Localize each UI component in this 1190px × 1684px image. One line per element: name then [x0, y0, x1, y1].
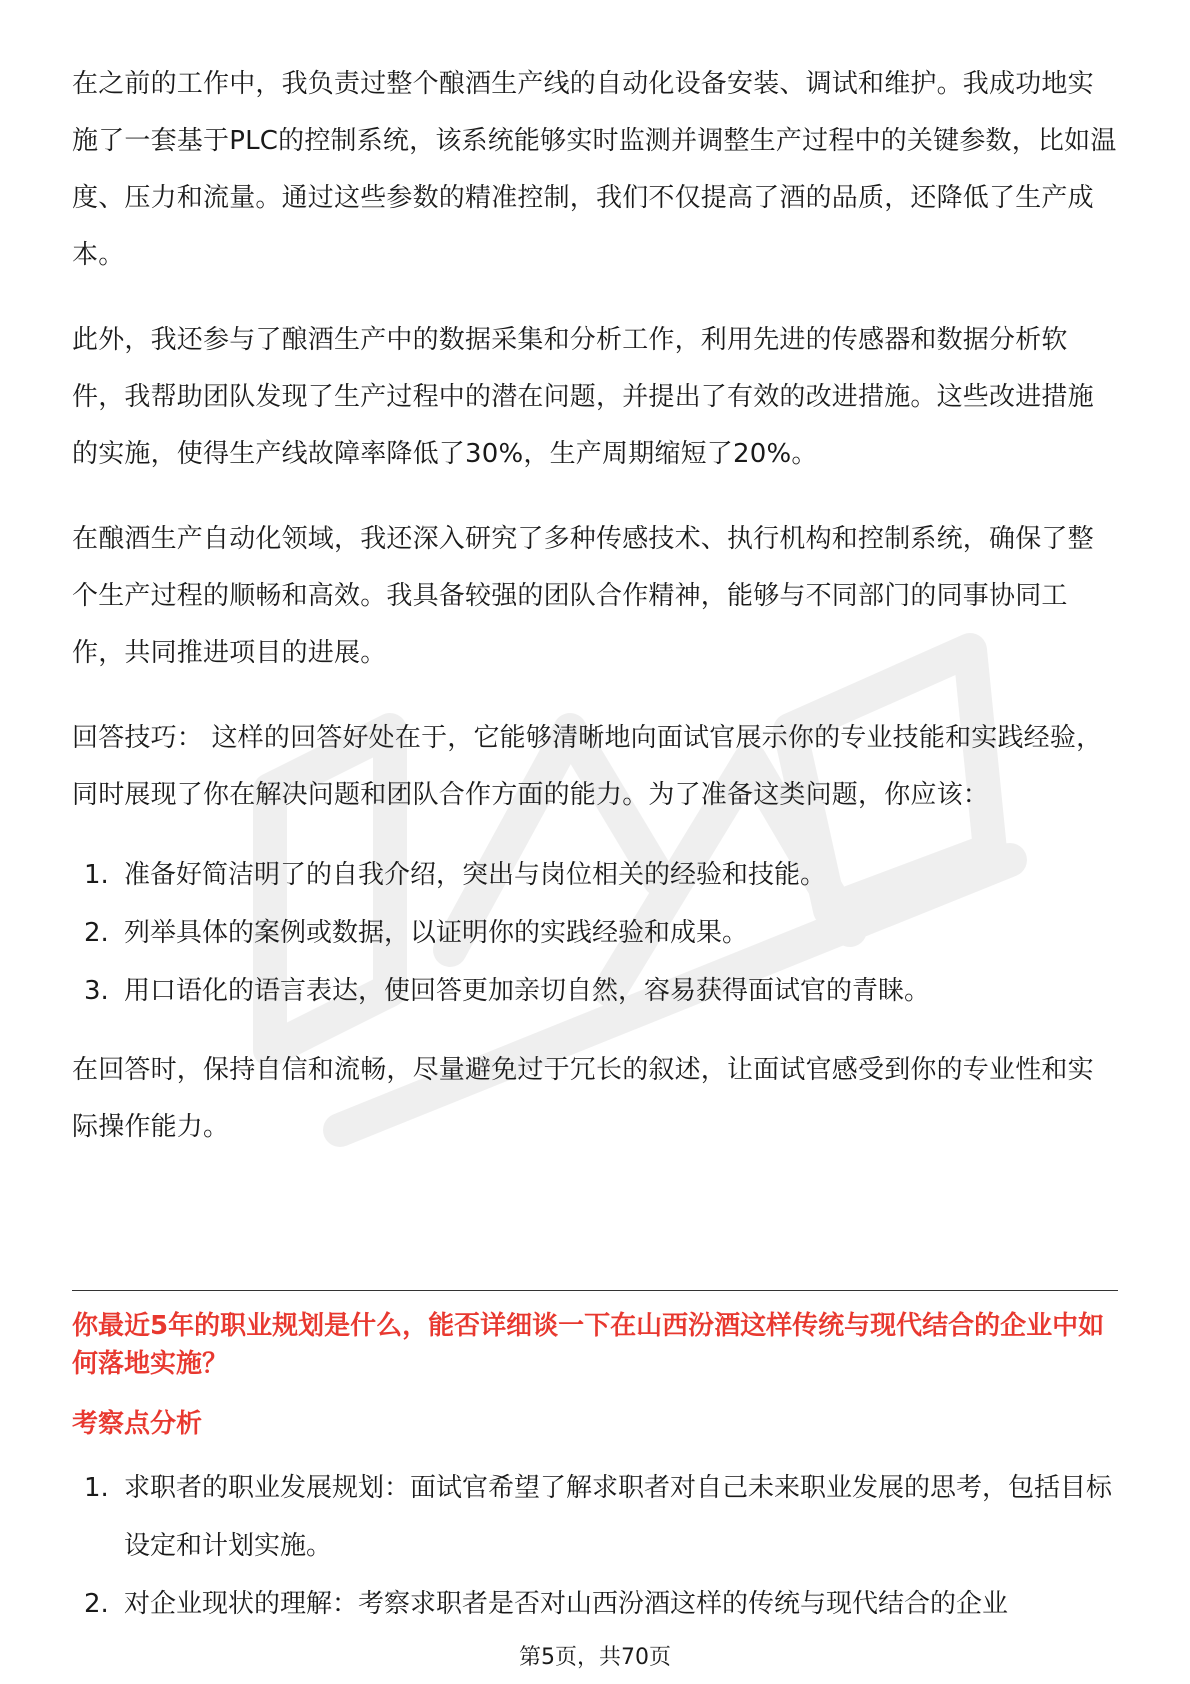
paragraph-closing: 在回答时，保持自信和流畅，尽量避免过于冗长的叙述，让面试官感受到你的专业性和实际操作能力。	[72, 1055, 1094, 1142]
analysis-heading: 考察点分析	[72, 1409, 203, 1439]
paragraph-data-analysis: 此外，我还参与了酿酒生产中的数据采集和分析工作，利用先进的传感器和数据分析软件，我帮助团队发现了生产过程中的潜在问题，并提出了有效的改进措施。这些改进措施的实施，使得生产线故障率降低了30%，生产周期缩短了20%。	[72, 325, 1094, 469]
paragraph-work-experience: 在之前的工作中，我负责过整个酿酒生产线的自动化设备安装、调试和维护。我成功地实施了一套基于PLC的控制系统，该系统能够实时监测并调整生产过程中的关键参数，比如温度、压力和流量。通过这些参数的精准控制，我们不仅提高了酒的品质，还降低了生产成本。	[72, 69, 1117, 270]
list-number: 1.	[84, 860, 109, 890]
list-number: 2.	[84, 1589, 109, 1619]
list-number: 1.	[84, 1473, 109, 1503]
main-content	[72, 56, 1118, 1184]
list-number: 3.	[84, 976, 109, 1006]
list-item-text: 列举具体的案例或数据，以证明你的实践经验和成果。	[124, 918, 749, 948]
tips-list	[72, 846, 1118, 1020]
page-number-footer: 第5页，共70页	[519, 1645, 671, 1670]
list-number: 2.	[84, 918, 109, 948]
question-section	[72, 1307, 1118, 1633]
analysis-list	[72, 1459, 1118, 1633]
list-item	[72, 846, 1118, 904]
paragraph-automation-research: 在酿酒生产自动化领域，我还深入研究了多种传感技术、执行机构和控制系统，确保了整个生产过程的顺畅和高效。我具备较强的团队合作精神，能够与不同部门的同事协同工作，共同推进项目的进展。	[72, 524, 1094, 668]
list-item	[72, 1575, 1118, 1633]
question-heading: 你最近5年的职业规划是什么，能否详细谈一下在山西汾酒这样传统与现代结合的企业中如何落地实施？	[72, 1311, 1105, 1379]
list-item-text: 用口语化的语言表达，使回答更加亲切自然，容易获得面试官的青睐。	[124, 976, 931, 1006]
list-item-text: 对企业现状的理解：考察求职者是否对山西汾酒这样的传统与现代结合的企业	[124, 1589, 1009, 1619]
paragraph-answer-tips: 回答技巧： 这样的回答好处在于，它能够清晰地向面试官展示你的专业技能和实践经验，同时展现了你在解决问题和团队合作方面的能力。为了准备这类问题，你应该：	[72, 723, 1103, 810]
section-divider	[72, 1290, 1118, 1291]
list-item-text: 求职者的职业发展规划：面试官希望了解求职者对自己未来职业发展的思考，包括目标设定和计划实施。	[124, 1473, 1113, 1561]
list-item	[72, 1459, 1118, 1575]
list-item	[72, 904, 1118, 962]
list-item	[72, 962, 1118, 1020]
list-item-text: 准备好简洁明了的自我介绍，突出与岗位相关的经验和技能。	[124, 860, 827, 890]
